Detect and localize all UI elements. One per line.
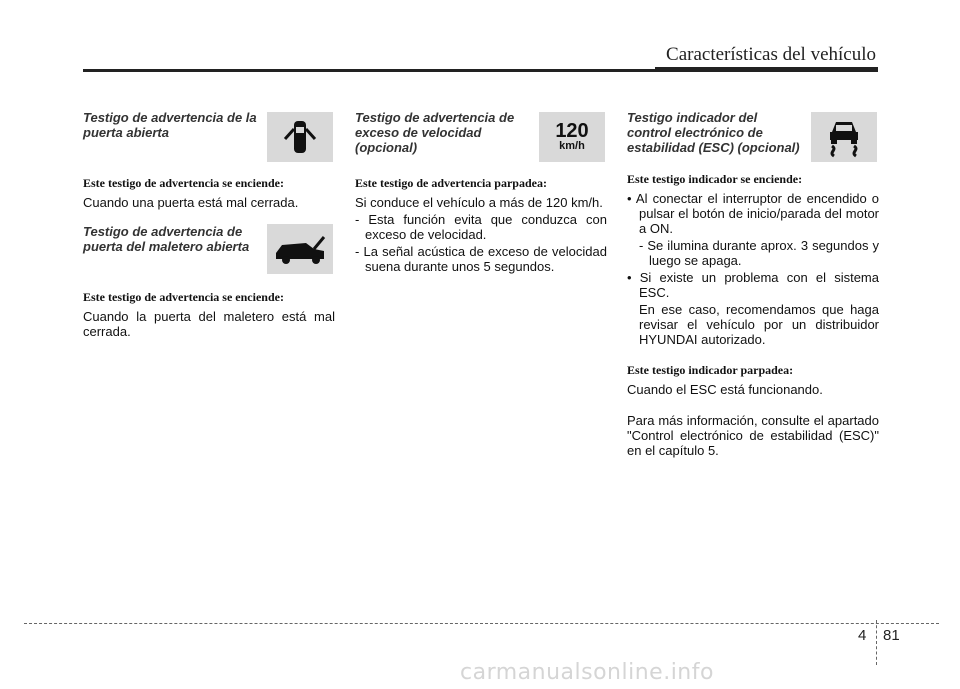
esc-indicator-heading [627,110,879,172]
column-1 [83,110,335,341]
trunk-warning-body: Cuando la puerta del maletero está mal cerrada. [83,309,335,339]
esc-indicator-subhead-on: Este testigo indicador se enciende: [627,172,803,186]
speed-warning-body: Si conduce el vehículo a más de 120 km/h. [355,195,603,210]
speed-icon-unit: km/h [559,140,585,152]
column-2 [355,110,607,276]
esc-bullet-problem: • Si existe un problema con el sistema ESC. [627,270,879,300]
esc-indicator-reference: Para más información, consulte el apartado "Control electrónico de estabilidad (ESC)" en el capítulo 5. [627,413,879,458]
page-number: 81 [883,627,900,644]
page-header-title: Características del vehículo [666,44,876,65]
door-warning-body: Cuando una puerta está mal cerrada. [83,195,299,210]
speed-warning-item: - Esta función evita que conduzca con exceso de velocidad. [355,212,607,242]
esc-indicator-body: Cuando el ESC está funcionando. [627,382,823,397]
speed-warning-title: Testigo de advertencia de exceso de velocidad (opcional) [355,110,515,155]
trunk-warning-heading [83,224,335,274]
door-warning-heading [83,110,335,160]
speed-120-icon [539,112,605,162]
footer-divider [876,620,877,665]
trunk-open-icon [267,224,333,274]
door-warning-title: Testigo de advertencia de la puerta abierta [83,110,257,140]
header-rule-accent [655,67,878,72]
esc-bullet-ignition-sub: - Se ilumina durante aprox. 3 segundos y luego se apaga. [639,238,879,268]
speed-warning-subhead: Este testigo de advertencia parpadea: [355,176,547,190]
speed-icon-number: 120 [555,120,589,142]
esc-indicator-title: Testigo indicador del control electrónico de estabilidad (ESC) (opcional) [627,110,800,155]
footer-rule [24,623,939,624]
esc-skid-icon [811,112,877,162]
door-open-icon [267,112,333,162]
trunk-warning-title: Testigo de advertencia de puerta del maletero abierta [83,224,250,254]
speed-warning-item: - La señal acústica de exceso de velocidad suena durante unos 5 segundos. [355,244,607,274]
esc-indicator-subhead-blink: Este testigo indicador parpadea: [627,363,794,377]
chapter-number: 4 [858,627,867,644]
watermark: carmanualsonline.info [460,660,714,685]
trunk-warning-subhead: Este testigo de advertencia se enciende: [83,290,284,304]
door-warning-subhead: Este testigo de advertencia se enciende: [83,176,284,190]
esc-bullet-ignition: • Al conectar el interruptor de encendido o pulsar el botón de inicio/parada del motor a ON. [627,191,879,236]
column-3 [627,110,879,460]
esc-bullet-problem-cont: En ese caso, recomendamos que haga revisar el vehículo por un distribuidor HYUNDAI autorizado. [639,302,879,347]
speed-warning-heading [355,110,607,160]
